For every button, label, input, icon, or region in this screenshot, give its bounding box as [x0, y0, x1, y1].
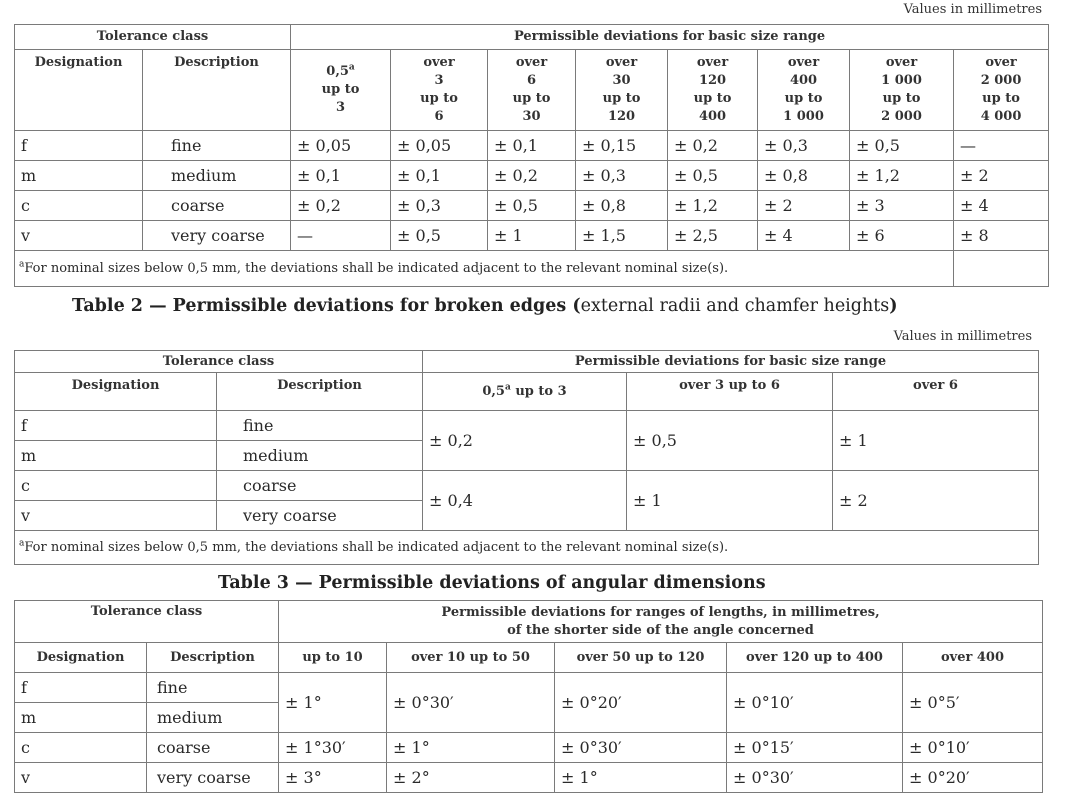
value-cell: ± 1,2: [668, 191, 758, 221]
table2-value-cell: ± 0,2: [423, 411, 627, 471]
value-cell: ± 2,5: [668, 221, 758, 251]
description-cell: coarse: [143, 191, 291, 221]
table2-range-header: over 3 up to 6: [627, 373, 833, 411]
table2-deviations-header: Permissible deviations for basic size range: [423, 351, 1039, 373]
table1-footnote-empty-cell: [954, 251, 1049, 287]
table3-value-cell: ± 1°: [555, 763, 727, 793]
value-cell: ± 0,2: [291, 191, 391, 221]
table1-deviations-header: Permissible deviations for basic size range: [291, 25, 1049, 50]
table1-row-m: [15, 161, 1049, 191]
value-cell: ± 2: [954, 161, 1049, 191]
table2-units-note: Values in millimetres: [893, 329, 1032, 344]
value-cell: ± 0,15: [576, 131, 668, 161]
table3-range-header: up to 10: [279, 643, 387, 673]
value-cell: ± 0,8: [576, 191, 668, 221]
table1-row-f: [15, 131, 1049, 161]
value-cell: ± 0,3: [391, 191, 488, 221]
table3-value-cell: ± 0°30′: [387, 673, 555, 733]
table1-range-header: over 120 up to 400: [668, 50, 758, 131]
table3-description-cell: medium: [147, 703, 279, 733]
table3-value-cell: ± 0°30′: [555, 733, 727, 763]
table3-designation-cell: f: [15, 673, 147, 703]
table3-value-cell: ± 0°5′: [903, 673, 1043, 733]
table1-footnote: $^a$For nominal sizes below 0,5 mm, the deviations shall be indicated adjacent to the relevant nominal size(s).: [15, 251, 954, 287]
table3-value-cell: ± 0°30′: [727, 763, 903, 793]
table3-value-cell: ± 0°10′: [903, 733, 1043, 763]
table2-designation-cell: v: [15, 501, 217, 531]
table3-range-header: over 50 up to 120: [555, 643, 727, 673]
table2-designation-cell: m: [15, 441, 217, 471]
table2-value-cell: ± 1: [833, 411, 1039, 471]
table2-tolerance-class-header: Tolerance class: [15, 351, 423, 373]
table3-title: Table 3 — Permissible deviations of angular dimensions: [218, 573, 766, 593]
table1: [14, 24, 1049, 287]
table3-range-header: over 120 up to 400: [727, 643, 903, 673]
table3-designation-cell: m: [15, 703, 147, 733]
table2-title: Table 2 — Permissible deviations for broken edges (external radii and chamfer heights): [72, 296, 898, 316]
value-cell: —: [954, 131, 1049, 161]
value-cell: ± 0,2: [668, 131, 758, 161]
table2-designation-cell: c: [15, 471, 217, 501]
designation-cell: f: [15, 131, 143, 161]
table1-range-header: over 6 up to 30: [488, 50, 576, 131]
value-cell: ± 0,05: [391, 131, 488, 161]
value-cell: ± 1,5: [576, 221, 668, 251]
value-cell: ± 0,1: [488, 131, 576, 161]
table2-designation-header: Designation: [15, 373, 217, 411]
table3-value-cell: ± 1°: [279, 673, 387, 733]
description-cell: very coarse: [143, 221, 291, 251]
designation-cell: c: [15, 191, 143, 221]
table2-value-cell: ± 0,5: [627, 411, 833, 471]
table1-range-header: over 30 up to 120: [576, 50, 668, 131]
table3-description-cell: fine: [147, 673, 279, 703]
table3-value-cell: ± 0°20′: [903, 763, 1043, 793]
table3-designation-header: Designation: [15, 643, 147, 673]
table1-tolerance-class-header: Tolerance class: [15, 25, 291, 50]
table1-designation-header: Designation: [15, 50, 143, 131]
table2-description-cell: medium: [217, 441, 423, 471]
table2-range-header: 0,5$^a$ up to 3: [423, 373, 627, 411]
value-cell: ± 2: [758, 191, 850, 221]
table2-value-cell: ± 1: [627, 471, 833, 531]
value-cell: ± 0,5: [488, 191, 576, 221]
value-cell: ± 8: [954, 221, 1049, 251]
value-cell: ± 0,3: [758, 131, 850, 161]
table3-description-cell: coarse: [147, 733, 279, 763]
table2-description-header: Description: [217, 373, 423, 411]
table3-deviations-header: Permissible deviations for ranges of lengths, in millimetres, of the shorter side of the angle concerned: [279, 601, 1043, 643]
table3-range-header: over 400: [903, 643, 1043, 673]
table3-range-header: over 10 up to 50: [387, 643, 555, 673]
description-cell: fine: [143, 131, 291, 161]
table1-range-header: over 400 up to 1 000: [758, 50, 850, 131]
table1-row-v: [15, 221, 1049, 251]
value-cell: ± 3: [850, 191, 954, 221]
value-cell: ± 0,1: [291, 161, 391, 191]
table1-range-header: 0,5$^a$ up to 3: [291, 50, 391, 131]
value-cell: ± 0,8: [758, 161, 850, 191]
table3-value-cell: ± 3°: [279, 763, 387, 793]
value-cell: ± 1: [488, 221, 576, 251]
value-cell: ± 6: [850, 221, 954, 251]
value-cell: ± 0,2: [488, 161, 576, 191]
table3-designation-cell: c: [15, 733, 147, 763]
value-cell: ± 0,5: [391, 221, 488, 251]
table3-value-cell: ± 0°10′: [727, 673, 903, 733]
designation-cell: m: [15, 161, 143, 191]
value-cell: ± 0,3: [576, 161, 668, 191]
table2-description-cell: very coarse: [217, 501, 423, 531]
table3-designation-cell: v: [15, 763, 147, 793]
table3-description-cell: very coarse: [147, 763, 279, 793]
table2-designation-cell: f: [15, 411, 217, 441]
value-cell: ± 0,5: [850, 131, 954, 161]
table1-units-note: Values in millimetres: [903, 2, 1042, 17]
value-cell: ± 4: [954, 191, 1049, 221]
table2-footnote: $^a$For nominal sizes below 0,5 mm, the deviations shall be indicated adjacent to the relevant nominal size(s).: [15, 531, 1039, 565]
table1-range-header: over 2 000 up to 4 000: [954, 50, 1049, 131]
table3-value-cell: ± 0°20′: [555, 673, 727, 733]
table2-description-cell: coarse: [217, 471, 423, 501]
value-cell: —: [291, 221, 391, 251]
table3-value-cell: ± 2°: [387, 763, 555, 793]
table1-range-header: over 1 000 up to 2 000: [850, 50, 954, 131]
table3: [14, 600, 1043, 793]
table1-description-header: Description: [143, 50, 291, 131]
table3-tolerance-class-header: Tolerance class: [15, 601, 279, 643]
table1-range-header: over 3 up to 6: [391, 50, 488, 131]
table3-description-header: Description: [147, 643, 279, 673]
table3-value-cell: ± 1°30′: [279, 733, 387, 763]
table2-description-cell: fine: [217, 411, 423, 441]
description-cell: medium: [143, 161, 291, 191]
table2-range-header: over 6: [833, 373, 1039, 411]
table2-value-cell: ± 2: [833, 471, 1039, 531]
designation-cell: v: [15, 221, 143, 251]
table1-row-c: [15, 191, 1049, 221]
value-cell: ± 0,05: [291, 131, 391, 161]
value-cell: ± 0,1: [391, 161, 488, 191]
table2-value-cell: ± 0,4: [423, 471, 627, 531]
value-cell: ± 0,5: [668, 161, 758, 191]
value-cell: ± 4: [758, 221, 850, 251]
table3-value-cell: ± 1°: [387, 733, 555, 763]
table3-value-cell: ± 0°15′: [727, 733, 903, 763]
value-cell: ± 1,2: [850, 161, 954, 191]
table2: [14, 350, 1039, 565]
